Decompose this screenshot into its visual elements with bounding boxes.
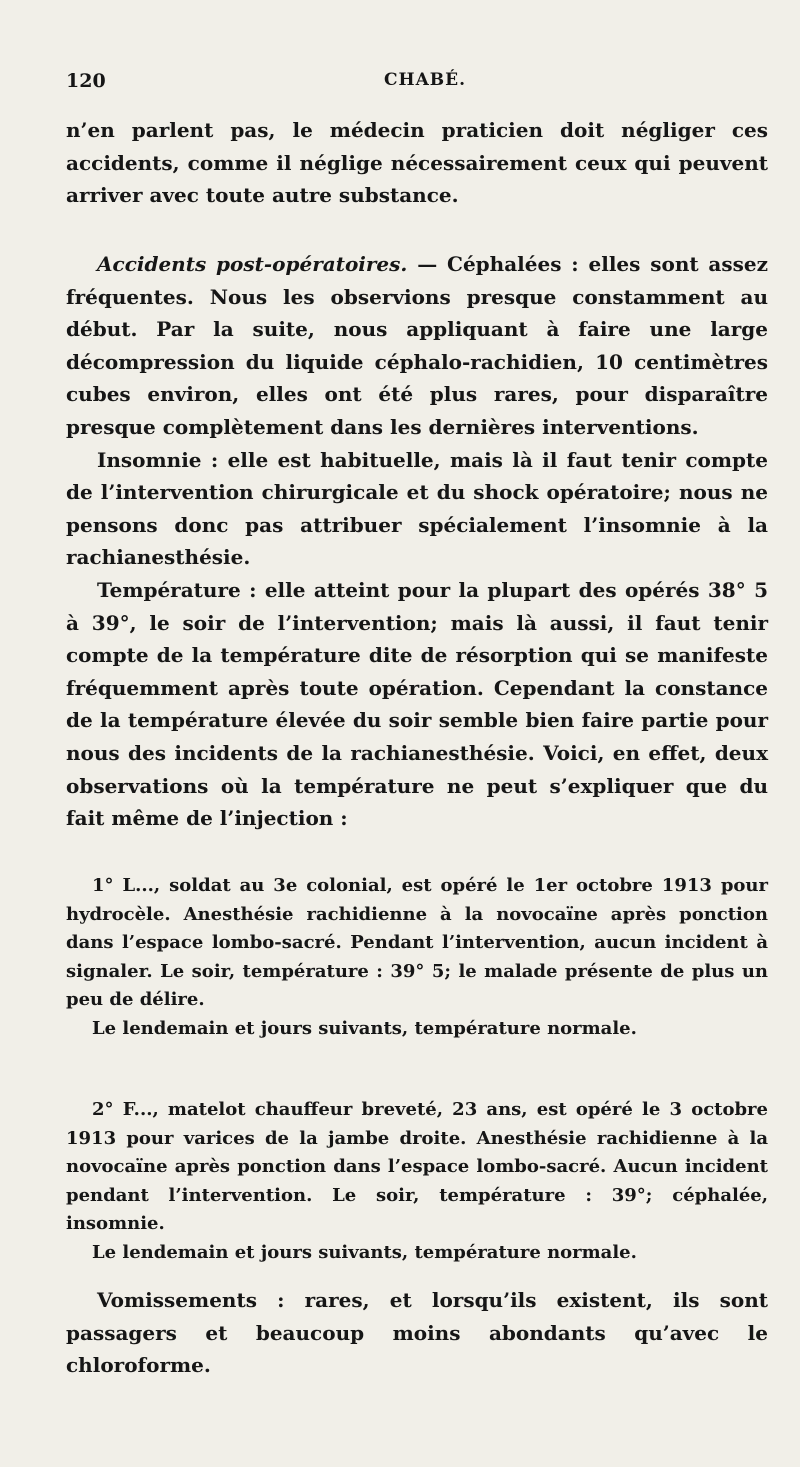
paragraph-vomissements bbox=[66, 1284, 768, 1382]
section-post-operative bbox=[66, 248, 768, 835]
observation-text: 2° F..., matelot chauffeur breveté, 23 ans, est opéré le 3 octobre 1913 pour varices de la jambe droite. Anesthésie rachidienne à la novocaïne après ponction dans l’espace lombo-sacré. Aucun incident pendant l’intervention. Le soir, température : 39°; céphalée, insomnie. bbox=[66, 1099, 768, 1234]
observation-followup: Le lendemain et jours suivants, température normale. bbox=[92, 1241, 637, 1263]
observation-1 bbox=[66, 872, 768, 1043]
paragraph-continuation bbox=[66, 114, 768, 212]
observation-2 bbox=[66, 1096, 768, 1267]
observation-text: 1° L..., soldat au 3e colonial, est opéré le 1er octobre 1913 pour hydrocèle. Anesthésie rachidienne à la novocaïne après ponction dans l’espace lombo-sacré. Pendant l’intervention, aucun incident à signaler. Le soir, température : 39° 5; le malade présente de plus un peu de délire. bbox=[66, 875, 768, 1010]
page-header bbox=[66, 70, 766, 98]
observation-followup: Le lendemain et jours suivants, température normale. bbox=[92, 1017, 637, 1039]
paragraph-temperature: Température : elle atteint pour la plupart des opérés 38° 5 à 39°, le soir de l’intervention; mais là aussi, il faut tenir compte de la température dite de résorption qui se manifeste fréquemment après toute opération. Cependant la constance de la température élevée du soir semble bien faire partie pour nous des incidents de la rachianesthésie. Voici, en effet, deux observations où la température ne peut s’expliquer que du fait même de l’injection : bbox=[66, 577, 768, 831]
paragraph-text: n’en parlent pas, le médecin praticien doit négliger ces accidents, comme il néglige nécessairement ceux qui peuvent arriver avec toute autre substance. bbox=[66, 118, 768, 208]
paragraph-text: Vomissements : rares, et lorsqu’ils existent, ils sont passagers et beaucoup moins abondants qu’avec le chloroforme. bbox=[66, 1288, 768, 1378]
paragraph-text: — Céphalées : elles sont assez fréquentes. Nous les observions presque constamment au début. Par la suite, nous appliquant à faire une large décompression du liquide céphalo-rachidien, 10 centimètres cubes environ, elles ont été plus rares, pour disparaître presque complètement dans les dernières interventions. bbox=[66, 252, 768, 439]
page-number: 120 bbox=[66, 70, 106, 92]
paragraph-insomnie: Insomnie : elle est habituelle, mais là il faut tenir compte de l’intervention chirurgicale et du shock opératoire; nous ne pensons donc pas attribuer spécialement l’insomnie à la rachianesthésie. bbox=[66, 447, 768, 570]
running-head: CHABÉ. bbox=[384, 70, 467, 90]
section-title: Accidents post-opératoires. bbox=[97, 252, 408, 276]
paragraph-cephalees bbox=[66, 248, 768, 444]
